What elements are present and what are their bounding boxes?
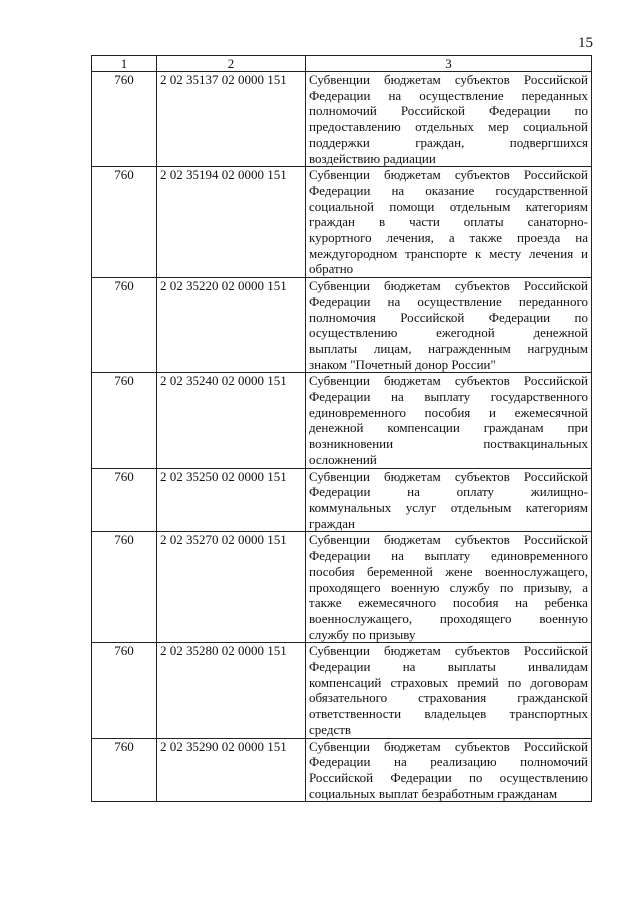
word: Субвенции — [309, 167, 370, 183]
word: единовременного — [309, 404, 406, 420]
word: договорам — [530, 674, 588, 690]
word: и — [581, 245, 588, 261]
word: транспорте — [405, 245, 468, 261]
justified-line — [309, 230, 588, 246]
word: субъектов — [454, 278, 510, 294]
column-header-3: 3 — [306, 56, 592, 72]
description-line — [309, 103, 588, 119]
description-line — [309, 278, 588, 294]
word: Российской — [523, 373, 588, 389]
word: Российской — [523, 643, 588, 659]
description-line — [309, 643, 588, 659]
word: оплату — [456, 484, 495, 500]
justified-line — [309, 199, 588, 215]
column-header-1: 1 — [92, 56, 157, 72]
word: на — [387, 293, 401, 309]
justified-line — [309, 770, 588, 786]
word: категориям — [525, 198, 588, 214]
page-number: 15 — [578, 35, 593, 51]
justified-line — [309, 500, 588, 516]
word: военнослужащего, — [309, 610, 413, 626]
word: Федерации — [309, 293, 371, 309]
word: переданных — [521, 87, 588, 103]
budget-code-cell: 2 02 35220 02 0000 151 — [157, 278, 306, 373]
word: по — [468, 769, 483, 785]
description-line — [309, 246, 588, 262]
description-line — [309, 580, 588, 596]
justified-line — [309, 469, 588, 485]
word: выплаты — [447, 659, 496, 675]
description-line — [309, 739, 588, 755]
column-header-2: 2 — [157, 56, 306, 72]
description-line: осложнений — [309, 451, 377, 467]
word: междугородном — [309, 245, 398, 261]
budget-code-cell: 2 02 35290 02 0000 151 — [157, 738, 306, 802]
word: Федерации — [489, 103, 551, 119]
justified-line — [309, 310, 588, 326]
word: компенсации — [387, 420, 460, 436]
word: Субвенции — [309, 72, 370, 87]
word: на — [393, 754, 407, 770]
admin-code-cell: 760 — [92, 643, 157, 738]
justified-line — [309, 278, 588, 294]
word: бюджетам — [384, 738, 441, 754]
word: предоставлению — [309, 119, 401, 135]
word: лицам, — [373, 340, 412, 356]
word: граждан, — [415, 134, 465, 150]
description-line — [309, 135, 588, 151]
description-line — [309, 88, 588, 104]
word: субъектов — [454, 738, 510, 754]
justified-line — [309, 389, 588, 405]
description-line — [309, 595, 588, 611]
word: на — [402, 659, 416, 675]
word: подвергшихся — [509, 134, 588, 150]
table-body — [92, 72, 592, 802]
description-line — [309, 183, 588, 199]
word: субъектов — [454, 72, 510, 87]
word: страхования — [418, 690, 487, 706]
word: реализацию — [430, 754, 497, 770]
word: также — [309, 595, 342, 611]
description-cell — [306, 373, 592, 468]
word: услуг — [405, 499, 437, 515]
word: Федерации — [309, 548, 371, 564]
word: субъектов — [454, 532, 510, 548]
word: в — [378, 214, 386, 230]
table-row — [92, 278, 592, 373]
description-line — [309, 230, 588, 246]
word: обязательного — [309, 690, 388, 706]
word: санаторно- — [527, 214, 588, 230]
table-header-row — [92, 56, 592, 72]
justified-line — [309, 436, 588, 452]
justified-line — [309, 739, 588, 755]
word: выплаты — [309, 340, 358, 356]
word: бюджетам — [384, 278, 441, 294]
word: проходящего — [439, 610, 512, 626]
word: бюджетам — [384, 643, 441, 659]
word: отдельным — [450, 499, 512, 515]
description-line — [309, 770, 588, 786]
word: и — [488, 404, 496, 420]
word: осуществление — [417, 293, 502, 309]
word: по — [507, 674, 522, 690]
word: выплату — [424, 548, 471, 564]
admin-code-cell: 760 — [92, 278, 157, 373]
word: субъектов — [454, 468, 510, 484]
word: на — [575, 230, 588, 246]
word: Субвенции — [309, 532, 370, 548]
word: Российской — [400, 103, 465, 119]
description-cell — [306, 643, 592, 738]
word: социальной — [309, 198, 374, 214]
table-row — [92, 532, 592, 643]
word: военную — [539, 610, 588, 626]
word: пособия — [452, 595, 499, 611]
word: полномочий — [309, 103, 377, 119]
word: Российской — [523, 738, 588, 754]
description-line — [309, 389, 588, 405]
word: Российской — [523, 72, 588, 87]
word: лечения, — [386, 230, 434, 246]
description-line — [309, 310, 588, 326]
word: Субвенции — [309, 643, 370, 659]
word: гражданам — [483, 420, 544, 436]
budget-code-cell: 2 02 35240 02 0000 151 — [157, 373, 306, 468]
word: на — [515, 595, 528, 611]
justified-line — [309, 548, 588, 564]
justified-line — [309, 420, 588, 436]
description-cell — [306, 278, 592, 373]
description-line — [309, 167, 588, 183]
word: Субвенции — [309, 373, 370, 389]
word: Российской — [523, 532, 588, 548]
description-line — [309, 690, 588, 706]
justified-line — [309, 595, 588, 611]
word: а — [448, 230, 455, 246]
justified-line — [309, 564, 588, 580]
justified-line — [309, 690, 588, 706]
word: социальной — [523, 119, 588, 135]
word: переданного — [518, 293, 588, 309]
description-line — [309, 548, 588, 564]
justified-line — [309, 246, 588, 262]
word: поддержки — [309, 134, 370, 150]
description-line — [309, 675, 588, 691]
word: пособия — [424, 404, 471, 420]
description-line — [309, 659, 588, 675]
word: Российской — [400, 309, 465, 325]
word: призыву, — [523, 579, 572, 595]
word: месту — [489, 245, 522, 261]
description-line — [309, 484, 588, 500]
word: помощи — [389, 198, 435, 214]
word: беременной — [366, 563, 433, 579]
word: осуществление — [419, 87, 504, 103]
word: ежегодной — [436, 325, 495, 341]
word: гражданской — [517, 690, 588, 706]
word: жене — [445, 563, 473, 579]
word: ежемесячного — [358, 595, 437, 611]
budget-code-cell: 2 02 35194 02 0000 151 — [157, 167, 306, 278]
word: владельцев — [424, 706, 487, 722]
description-line: обратно — [309, 261, 354, 277]
word: поствакцинальных — [483, 436, 588, 452]
word: инвалидам — [528, 659, 588, 675]
admin-code-cell: 760 — [92, 468, 157, 532]
word: на — [391, 389, 404, 405]
table-row — [92, 167, 592, 278]
word: граждан — [309, 214, 355, 230]
table-row — [92, 643, 592, 738]
description-line — [309, 469, 588, 485]
word: Федерации — [488, 309, 551, 325]
description-line: воздействию радиации — [309, 150, 436, 166]
word: мер — [488, 119, 509, 135]
word: Российской — [523, 167, 588, 183]
word: осуществлению — [309, 325, 398, 341]
description-line — [309, 532, 588, 548]
word: награжденным — [428, 340, 511, 356]
justified-line — [309, 611, 588, 627]
description-line — [309, 706, 588, 722]
word: проходящего — [309, 579, 381, 595]
word: компенсаций — [309, 674, 382, 690]
word: военную — [390, 579, 440, 595]
word: субъектов — [454, 643, 510, 659]
justified-line — [309, 643, 588, 659]
word: лечения — [529, 245, 574, 261]
word: части — [409, 214, 440, 230]
word: жилищно- — [530, 484, 588, 500]
word: оказание — [425, 182, 475, 198]
word: возникновении — [309, 436, 394, 452]
table-header — [92, 56, 592, 72]
justified-line — [309, 88, 588, 104]
word: Субвенции — [309, 468, 370, 484]
word: бюджетам — [384, 72, 441, 87]
word: Российской — [309, 769, 374, 785]
table-row — [92, 373, 592, 468]
description-line — [309, 564, 588, 580]
justified-line — [309, 675, 588, 691]
word: Субвенции — [309, 278, 370, 294]
word: полномочий — [520, 754, 588, 770]
word: также — [469, 230, 503, 246]
word: а — [582, 579, 588, 595]
word: нагрудным — [527, 340, 588, 356]
description-line: средств — [309, 721, 352, 737]
word: денежной — [309, 420, 364, 436]
word: бюджетам — [384, 468, 441, 484]
description-line — [309, 405, 588, 421]
word: Российской — [523, 468, 588, 484]
word: государственной — [495, 182, 588, 198]
description-line — [309, 373, 588, 389]
word: Федерации — [309, 484, 371, 500]
budget-code-cell: 2 02 35280 02 0000 151 — [157, 643, 306, 738]
justified-line — [309, 341, 588, 357]
word: к — [474, 245, 482, 261]
word: отдельных — [415, 119, 474, 135]
description-line — [309, 199, 588, 215]
description-line — [309, 325, 588, 341]
justified-line — [309, 135, 588, 151]
description-line — [309, 214, 588, 230]
description-line — [309, 119, 588, 135]
justified-line — [309, 167, 588, 183]
budget-code-cell: 2 02 35270 02 0000 151 — [157, 532, 306, 643]
word: военнослужащего, — [484, 563, 588, 579]
word: Федерации — [390, 769, 452, 785]
table-row — [92, 72, 592, 167]
admin-code-cell: 760 — [92, 738, 157, 802]
word: бюджетам — [384, 532, 441, 548]
word: субъектов — [454, 167, 510, 183]
description-cell — [306, 167, 592, 278]
word: полномочия — [309, 309, 376, 325]
word: осуществлению — [499, 769, 588, 785]
budget-code-cell: 2 02 35137 02 0000 151 — [157, 72, 306, 167]
word: категориям — [525, 499, 588, 515]
word: курортного — [309, 230, 372, 246]
word: страховых — [390, 674, 449, 690]
justified-line — [309, 72, 588, 88]
word: премий — [457, 674, 499, 690]
word: по — [499, 579, 514, 595]
word: при — [567, 420, 588, 436]
description-line — [309, 294, 588, 310]
description-cell — [306, 72, 592, 167]
word: выплату — [424, 389, 471, 405]
word: на — [391, 182, 405, 198]
description-cell — [306, 738, 592, 802]
word: пособия — [309, 563, 355, 579]
justified-line — [309, 405, 588, 421]
word: по — [574, 103, 588, 119]
word: транспортных — [509, 706, 588, 722]
word: субъектов — [454, 373, 510, 389]
word: ответственности — [309, 706, 402, 722]
description-line — [309, 341, 588, 357]
justified-line — [309, 214, 588, 230]
word: проезда — [516, 230, 561, 246]
word: Федерации — [309, 754, 371, 770]
word: ребенка — [544, 595, 588, 611]
word: по — [574, 309, 588, 325]
description-line: службу по призыву — [309, 626, 416, 642]
justified-line — [309, 706, 588, 722]
justified-line — [309, 373, 588, 389]
description-line — [309, 436, 588, 452]
description-cell — [306, 532, 592, 643]
description-line — [309, 500, 588, 516]
justified-line — [309, 580, 588, 596]
admin-code-cell: 760 — [92, 532, 157, 643]
description-line: граждан — [309, 515, 355, 531]
admin-code-cell: 760 — [92, 167, 157, 278]
word: на — [391, 548, 404, 564]
description-line — [309, 72, 588, 88]
admin-code-cell: 760 — [92, 373, 157, 468]
word: Федерации — [309, 182, 371, 198]
word: бюджетам — [384, 167, 441, 183]
description-line: социальных выплат безработным гражданам — [309, 785, 558, 801]
word: коммунальных — [309, 499, 392, 515]
budget-table — [91, 55, 592, 802]
table-row — [92, 738, 592, 802]
word: Федерации — [309, 659, 371, 675]
description-line: знаком "Почетный донор России" — [309, 356, 496, 372]
description-line — [309, 754, 588, 770]
justified-line — [309, 325, 588, 341]
word: денежной — [533, 325, 588, 341]
word: Федерации — [309, 389, 371, 405]
word: Федерации — [309, 87, 371, 103]
word: государственного — [490, 389, 588, 405]
justified-line — [309, 103, 588, 119]
word: службу — [449, 579, 490, 595]
justified-line — [309, 294, 588, 310]
table-row — [92, 468, 592, 532]
word: Субвенции — [309, 738, 370, 754]
word: Российской — [523, 278, 588, 294]
justified-line — [309, 183, 588, 199]
justified-line — [309, 119, 588, 135]
admin-code-cell: 760 — [92, 72, 157, 167]
word: бюджетам — [384, 373, 441, 389]
word: отдельным — [449, 198, 511, 214]
justified-line — [309, 754, 588, 770]
word: единовременного — [491, 548, 588, 564]
justified-line — [309, 484, 588, 500]
description-line — [309, 420, 588, 436]
budget-code-cell: 2 02 35250 02 0000 151 — [157, 468, 306, 532]
word: оплаты — [463, 214, 504, 230]
justified-line — [309, 532, 588, 548]
description-line — [309, 611, 588, 627]
word: ежемесячной — [514, 404, 588, 420]
description-cell — [306, 468, 592, 532]
word: на — [388, 87, 402, 103]
justified-line — [309, 659, 588, 675]
word: на — [407, 484, 420, 500]
